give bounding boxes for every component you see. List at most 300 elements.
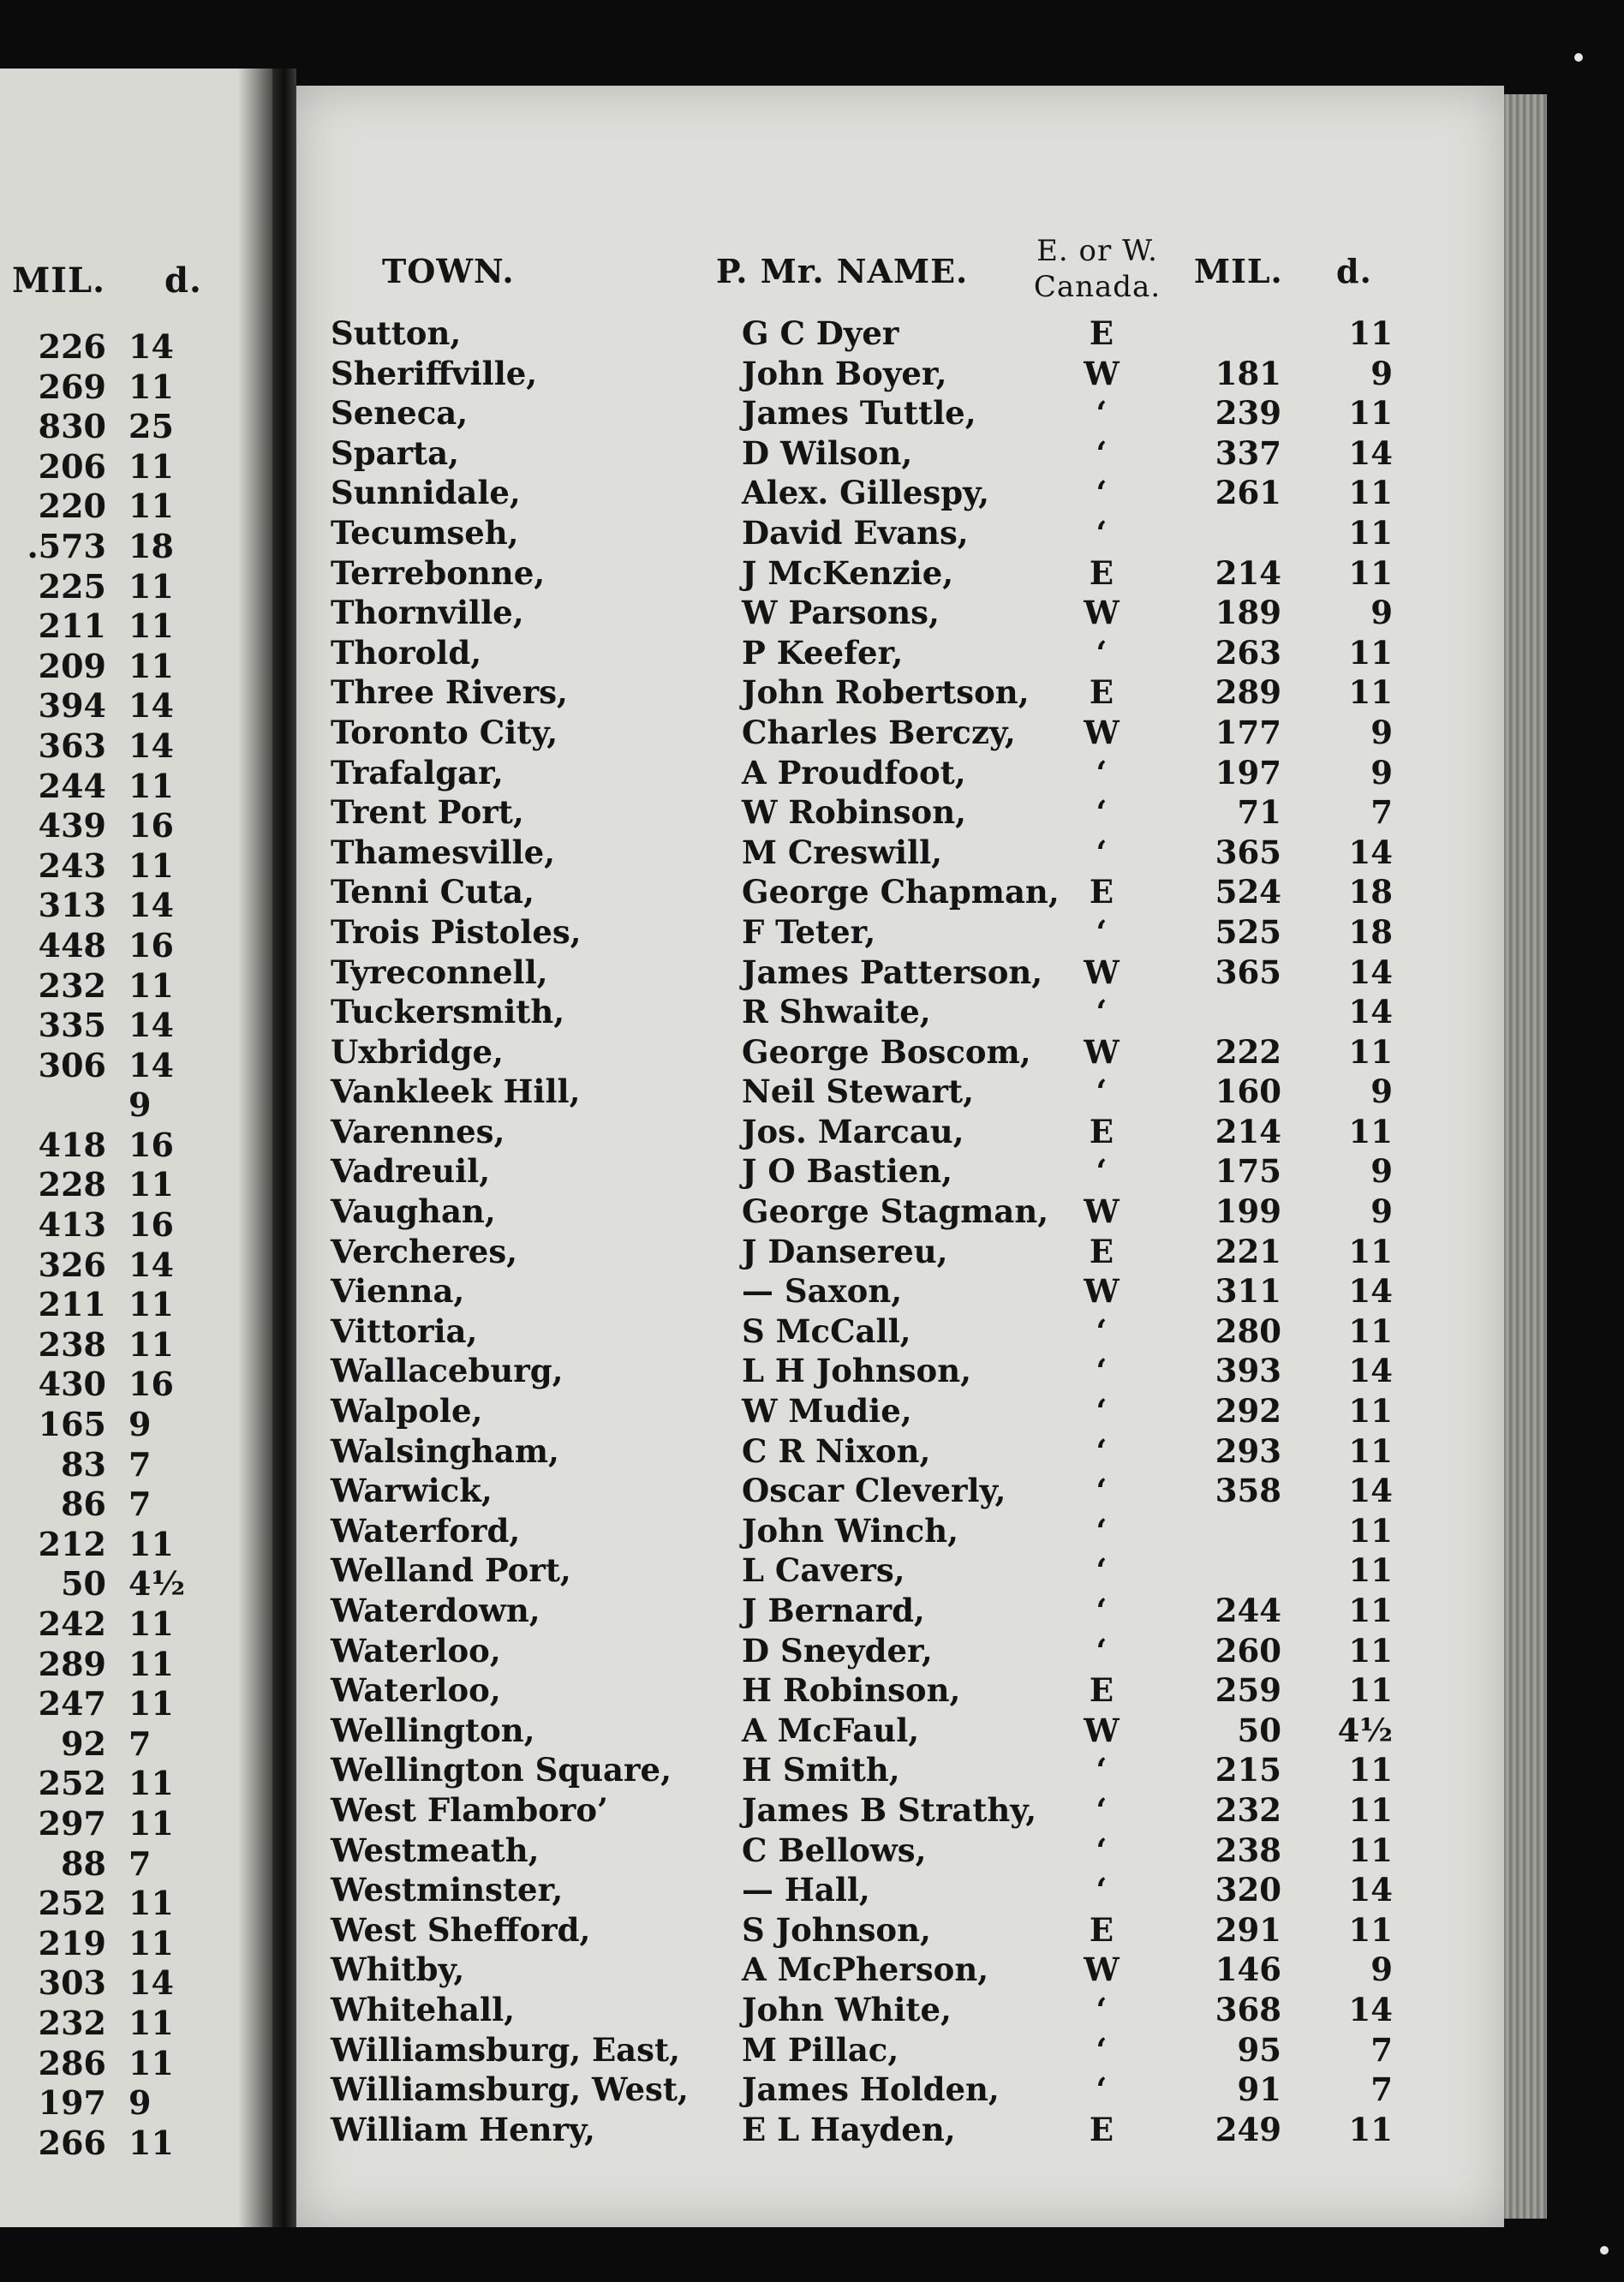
left-d-cell: 11 bbox=[128, 1644, 174, 1683]
left-mil-cell: 212 bbox=[38, 1524, 106, 1563]
town-cell: Tyreconnell, bbox=[331, 953, 548, 991]
postmaster-cell: G C Dyer bbox=[742, 314, 899, 352]
postmaster-cell: George Chapman, bbox=[742, 873, 1060, 911]
left-d-cell: 25 bbox=[128, 407, 174, 446]
province-cell: E bbox=[1089, 1232, 1114, 1270]
town-cell: Tenni Cuta, bbox=[331, 873, 534, 911]
postmaster-cell: — Hall, bbox=[742, 1871, 870, 1909]
table-row bbox=[296, 1471, 1504, 1511]
town-cell: Waterdown, bbox=[331, 1592, 540, 1629]
miles-cell: 232 bbox=[1215, 1790, 1281, 1829]
province-cell: ‘ bbox=[1096, 2070, 1108, 2109]
postmaster-cell: George Boscom, bbox=[742, 1032, 1031, 1071]
table-row bbox=[296, 1870, 1504, 1910]
left-d-cell: 11 bbox=[128, 2123, 174, 2162]
postage-cell: 11 bbox=[1348, 1671, 1393, 1710]
table-row bbox=[296, 1351, 1504, 1391]
postmaster-cell: James Tuttle, bbox=[742, 394, 976, 433]
left-mil-cell: 244 bbox=[38, 766, 106, 805]
postmaster-cell: James Patterson, bbox=[742, 953, 1043, 991]
province-cell: E bbox=[1089, 2110, 1114, 2148]
town-cell: Waterloo, bbox=[331, 1671, 501, 1710]
left-mil-cell: 243 bbox=[38, 845, 106, 885]
province-cell: ‘ bbox=[1096, 1352, 1108, 1390]
town-cell: West Flamboro’ bbox=[331, 1790, 608, 1829]
province-header bbox=[1024, 233, 1170, 305]
postage-cell: 11 bbox=[1348, 1831, 1393, 1869]
table-row bbox=[296, 354, 1504, 394]
table-row bbox=[296, 1750, 1504, 1790]
town-cell: Tecumseh, bbox=[331, 513, 519, 552]
left-mil-cell: 413 bbox=[38, 1205, 106, 1245]
left-mil-cell: 165 bbox=[38, 1405, 106, 1444]
postmaster-cell: John White, bbox=[742, 1990, 952, 2028]
left-d-cell: 16 bbox=[128, 1125, 174, 1164]
province-cell: ‘ bbox=[1096, 1311, 1108, 1350]
miles-cell: 368 bbox=[1215, 1990, 1281, 2028]
province-cell: ‘ bbox=[1096, 1152, 1108, 1191]
table-row bbox=[296, 2070, 1504, 2110]
left-d-cell: 11 bbox=[128, 566, 174, 606]
postage-cell: 11 bbox=[1348, 2110, 1393, 2148]
left-d-header: d. bbox=[164, 260, 202, 301]
table-row bbox=[296, 433, 1504, 474]
miles-cell: 311 bbox=[1215, 1272, 1281, 1311]
province-cell: ‘ bbox=[1096, 912, 1108, 951]
town-cell: Vadreuil, bbox=[331, 1152, 491, 1191]
postage-cell: 11 bbox=[1348, 1751, 1393, 1789]
left-d-cell: 11 bbox=[128, 1884, 174, 1923]
province-cell: ‘ bbox=[1096, 1990, 1108, 2028]
province-cell: E bbox=[1089, 1671, 1114, 1710]
province-cell: W bbox=[1084, 594, 1119, 632]
town-cell: Vienna, bbox=[331, 1272, 465, 1311]
town-cell: Williamsburg, East, bbox=[331, 2030, 680, 2069]
postage-cell: 11 bbox=[1348, 1032, 1393, 1071]
town-cell: Vaughan, bbox=[331, 1192, 496, 1231]
left-d-cell: 16 bbox=[128, 1205, 174, 1245]
left-mil-cell: 448 bbox=[38, 925, 106, 965]
postmaster-cell: James B Strathy, bbox=[742, 1790, 1037, 1829]
town-cell: Terrebonne, bbox=[331, 553, 546, 592]
postmaster-cell: Oscar Cleverly, bbox=[742, 1472, 1006, 1510]
table-row bbox=[296, 992, 1504, 1032]
town-cell: Vercheres, bbox=[331, 1232, 518, 1270]
postmaster-cell: John Boyer, bbox=[742, 354, 947, 392]
town-cell: Vankleek Hill, bbox=[331, 1072, 581, 1111]
postmaster-cell: H Robinson, bbox=[742, 1671, 961, 1710]
table-row bbox=[296, 1631, 1504, 1671]
left-mil-cell: 228 bbox=[38, 1165, 106, 1204]
postmaster-cell: W Mudie, bbox=[742, 1392, 912, 1431]
postage-cell: 11 bbox=[1348, 1232, 1393, 1270]
miles-cell: 365 bbox=[1215, 833, 1281, 871]
town-cell: Westminster, bbox=[331, 1871, 564, 1909]
left-mil-cell: 394 bbox=[38, 686, 106, 726]
table-row bbox=[296, 513, 1504, 553]
province-cell: ‘ bbox=[1096, 394, 1108, 433]
table-row bbox=[296, 672, 1504, 713]
left-d-cell: 16 bbox=[128, 925, 174, 965]
postage-cell: 11 bbox=[1348, 1112, 1393, 1150]
left-mil-cell: 439 bbox=[38, 806, 106, 845]
province-cell: ‘ bbox=[1096, 1472, 1108, 1510]
miles-cell: 215 bbox=[1215, 1751, 1281, 1789]
town-cell: Williamsburg, West, bbox=[331, 2070, 689, 2109]
town-cell: Whitby, bbox=[331, 1950, 465, 1989]
town-cell: Wellington Square, bbox=[331, 1751, 672, 1789]
province-cell: ‘ bbox=[1096, 793, 1108, 832]
town-cell: West Shefford, bbox=[331, 1910, 591, 1949]
province-cell: ‘ bbox=[1096, 513, 1108, 552]
table-row bbox=[296, 833, 1504, 873]
postage-header: d. bbox=[1336, 252, 1372, 290]
province-cell: W bbox=[1084, 1711, 1119, 1749]
miles-cell: 337 bbox=[1215, 433, 1281, 472]
province-cell: E bbox=[1089, 673, 1114, 712]
left-mil-cell: 83 bbox=[61, 1444, 106, 1484]
postage-cell: 11 bbox=[1348, 1431, 1393, 1470]
postmaster-cell: C Bellows, bbox=[742, 1831, 927, 1869]
table-row bbox=[296, 2030, 1504, 2070]
left-d-cell: 11 bbox=[128, 1803, 174, 1843]
province-cell: E bbox=[1089, 553, 1114, 592]
postmaster-cell: J Dansereu, bbox=[742, 1232, 948, 1270]
postmaster-cell: H Smith, bbox=[742, 1751, 900, 1789]
left-mil-cell: 286 bbox=[38, 2043, 106, 2082]
left-d-cell: 11 bbox=[128, 2003, 174, 2042]
province-cell: ‘ bbox=[1096, 833, 1108, 871]
left-mil-cell: 220 bbox=[38, 487, 106, 526]
province-cell: W bbox=[1084, 1032, 1119, 1071]
province-cell: W bbox=[1084, 1272, 1119, 1311]
left-d-cell: 11 bbox=[128, 965, 174, 1005]
postage-cell: 7 bbox=[1370, 2030, 1393, 2069]
left-d-cell: 16 bbox=[128, 1365, 174, 1404]
postage-cell: 18 bbox=[1348, 912, 1393, 951]
left-d-cell: 11 bbox=[128, 367, 174, 406]
postage-cell: 14 bbox=[1348, 1472, 1393, 1510]
table-row bbox=[296, 1511, 1504, 1551]
postmaster-cell: A McFaul, bbox=[742, 1711, 920, 1749]
left-mil-cell: 335 bbox=[38, 1006, 106, 1045]
miles-cell: 259 bbox=[1215, 1671, 1281, 1710]
left-d-cell: 7 bbox=[128, 1843, 152, 1883]
postage-cell: 14 bbox=[1348, 433, 1393, 472]
table-row bbox=[296, 1192, 1504, 1232]
town-cell: Warwick, bbox=[331, 1472, 493, 1510]
table-row bbox=[296, 1831, 1504, 1871]
left-d-cell: 14 bbox=[128, 1963, 174, 2003]
province-cell: ‘ bbox=[1096, 1431, 1108, 1470]
miles-cell: 175 bbox=[1215, 1152, 1281, 1191]
left-mil-cell: 225 bbox=[38, 566, 106, 606]
postage-cell: 9 bbox=[1370, 1072, 1393, 1111]
town-cell: Thornville, bbox=[331, 594, 524, 632]
left-mil-cell: 269 bbox=[38, 367, 106, 406]
postage-cell: 11 bbox=[1348, 1511, 1393, 1550]
province-cell: ‘ bbox=[1096, 1871, 1108, 1909]
town-cell: Thamesville, bbox=[331, 833, 556, 871]
province-header-line1: E. or W. bbox=[1036, 234, 1158, 268]
province-cell: E bbox=[1089, 873, 1114, 911]
miles-cell: 160 bbox=[1215, 1072, 1281, 1111]
town-cell: Tuckersmith, bbox=[331, 993, 565, 1031]
left-mil-cell bbox=[7, 1085, 106, 1126]
town-cell: Uxbridge, bbox=[331, 1032, 504, 1071]
postmaster-cell: D Sneyder, bbox=[742, 1631, 933, 1670]
left-d-column bbox=[128, 327, 206, 2163]
postmaster-cell: P Keefer, bbox=[742, 633, 904, 672]
province-cell: ‘ bbox=[1096, 1751, 1108, 1789]
table-row bbox=[296, 872, 1504, 912]
postage-cell: 11 bbox=[1348, 394, 1393, 433]
town-cell: William Henry, bbox=[331, 2110, 595, 2148]
postage-cell: 9 bbox=[1370, 594, 1393, 632]
town-header: TOWN. bbox=[382, 252, 515, 290]
left-mil-column bbox=[7, 327, 106, 2163]
miles-cell: 197 bbox=[1215, 753, 1281, 792]
postmaster-name-header: P. Mr. NAME. bbox=[716, 252, 969, 290]
table-row bbox=[296, 1311, 1504, 1352]
miles-cell: 146 bbox=[1215, 1950, 1281, 1989]
province-cell: ‘ bbox=[1096, 633, 1108, 672]
province-cell: ‘ bbox=[1096, 433, 1108, 472]
table-row bbox=[296, 314, 1504, 354]
postage-cell: 9 bbox=[1370, 1192, 1393, 1231]
postage-cell: 14 bbox=[1348, 1352, 1393, 1390]
left-mil-cell: 242 bbox=[38, 1604, 106, 1643]
book-gutter bbox=[272, 69, 296, 2227]
postmaster-cell: John Winch, bbox=[742, 1511, 959, 1550]
town-cell: Three Rivers, bbox=[331, 673, 568, 712]
province-cell: ‘ bbox=[1096, 474, 1108, 512]
town-cell: Waterloo, bbox=[331, 1631, 501, 1670]
miles-cell: 293 bbox=[1215, 1431, 1281, 1470]
postmaster-cell: E L Hayden, bbox=[742, 2110, 956, 2148]
table-row bbox=[296, 1232, 1504, 1272]
postmaster-cell: James Holden, bbox=[742, 2070, 1000, 2109]
page bbox=[296, 86, 1504, 2227]
postage-cell: 14 bbox=[1348, 1990, 1393, 2028]
postage-cell: 11 bbox=[1348, 1592, 1393, 1629]
town-cell: Sunnidale, bbox=[331, 474, 521, 512]
province-cell: ‘ bbox=[1096, 1511, 1108, 1550]
miles-cell: 260 bbox=[1215, 1631, 1281, 1670]
left-d-cell: 9 bbox=[128, 2083, 152, 2123]
province-header-line2: Canada. bbox=[1033, 270, 1161, 304]
table-row bbox=[296, 1591, 1504, 1631]
table-row bbox=[296, 953, 1504, 993]
miles-cell: 91 bbox=[1237, 2070, 1281, 2109]
postmaster-cell: M Pillac, bbox=[742, 2030, 899, 2069]
postmaster-cell: Jos. Marcau, bbox=[742, 1112, 964, 1150]
left-d-cell: 14 bbox=[128, 726, 174, 765]
miles-cell: 524 bbox=[1215, 873, 1281, 911]
miles-cell: 95 bbox=[1237, 2030, 1281, 2069]
table-row bbox=[296, 1151, 1504, 1192]
postage-cell: 11 bbox=[1348, 474, 1393, 512]
town-cell: Whitehall, bbox=[331, 1990, 516, 2028]
left-d-cell: 4½ bbox=[128, 1564, 186, 1604]
left-d-cell: 9 bbox=[128, 1405, 152, 1444]
postage-cell: 14 bbox=[1348, 953, 1393, 991]
left-mil-cell: 219 bbox=[38, 1923, 106, 1962]
town-cell: Sparta, bbox=[331, 433, 460, 472]
town-cell: Waterford, bbox=[331, 1511, 521, 1550]
province-cell: E bbox=[1089, 1112, 1114, 1150]
postmaster-cell: L Cavers, bbox=[742, 1551, 905, 1590]
miles-cell: 292 bbox=[1215, 1392, 1281, 1431]
postage-cell: 7 bbox=[1370, 2070, 1393, 2109]
left-d-cell: 11 bbox=[128, 487, 174, 526]
town-cell: Vittoria, bbox=[331, 1311, 478, 1350]
postage-cell: 9 bbox=[1370, 713, 1393, 751]
miles-cell: 263 bbox=[1215, 633, 1281, 672]
postage-cell: 11 bbox=[1348, 1790, 1393, 1829]
miles-cell: 238 bbox=[1215, 1831, 1281, 1869]
left-d-cell: 11 bbox=[128, 646, 174, 685]
left-mil-cell: 209 bbox=[38, 646, 106, 685]
miles-cell: 221 bbox=[1215, 1232, 1281, 1270]
left-mil-cell: 289 bbox=[38, 1644, 106, 1683]
left-mil-cell: 211 bbox=[38, 1285, 106, 1324]
left-mil-cell: 303 bbox=[38, 1963, 106, 2003]
left-d-cell: 11 bbox=[128, 1285, 174, 1324]
miles-cell: 189 bbox=[1215, 594, 1281, 632]
dust-speck bbox=[1574, 53, 1583, 62]
town-cell: Trafalgar, bbox=[331, 753, 504, 792]
town-cell: Seneca, bbox=[331, 394, 469, 433]
postmaster-cell: J O Bastien, bbox=[742, 1152, 953, 1191]
postage-cell: 11 bbox=[1348, 553, 1393, 592]
postage-cell: 14 bbox=[1348, 1272, 1393, 1311]
town-cell: Wellington, bbox=[331, 1711, 535, 1749]
table-row bbox=[296, 633, 1504, 673]
left-d-cell: 11 bbox=[128, 446, 174, 486]
table-row bbox=[296, 1431, 1504, 1472]
table-row bbox=[296, 1112, 1504, 1152]
left-mil-cell: 297 bbox=[38, 1803, 106, 1843]
miles-cell: 249 bbox=[1215, 2110, 1281, 2148]
postmaster-cell: D Wilson, bbox=[742, 433, 913, 472]
table-row bbox=[296, 593, 1504, 633]
town-cell: Walpole, bbox=[331, 1392, 483, 1431]
table-row bbox=[296, 1910, 1504, 1950]
province-cell: ‘ bbox=[1096, 2030, 1108, 2069]
miles-cell: 177 bbox=[1215, 713, 1281, 751]
left-mil-cell: 247 bbox=[38, 1684, 106, 1723]
postage-cell: 11 bbox=[1348, 314, 1393, 352]
province-cell: E bbox=[1089, 314, 1114, 352]
post-office-table bbox=[296, 314, 1504, 2149]
left-d-cell: 14 bbox=[128, 686, 174, 726]
table-row bbox=[296, 1711, 1504, 1751]
left-mil-cell: 232 bbox=[38, 2003, 106, 2042]
left-mil-cell: 326 bbox=[38, 1245, 106, 1284]
left-d-cell: 16 bbox=[128, 806, 174, 845]
left-d-cell: 11 bbox=[128, 1524, 174, 1563]
postage-cell: 14 bbox=[1348, 993, 1393, 1031]
miles-cell: 50 bbox=[1237, 1711, 1281, 1749]
postage-cell: 11 bbox=[1348, 1551, 1393, 1590]
miles-cell: 71 bbox=[1237, 793, 1281, 832]
town-cell: Sheriffville, bbox=[331, 354, 538, 392]
left-d-cell: 11 bbox=[128, 845, 174, 885]
table-row bbox=[296, 1550, 1504, 1591]
province-cell: E bbox=[1089, 1910, 1114, 1949]
table-row bbox=[296, 753, 1504, 793]
left-mil-cell: 206 bbox=[38, 446, 106, 486]
left-mil-cell: 830 bbox=[38, 407, 106, 446]
postage-cell: 9 bbox=[1370, 753, 1393, 792]
postage-cell: 4½ bbox=[1337, 1711, 1393, 1749]
miles-cell: 291 bbox=[1215, 1910, 1281, 1949]
postage-cell: 11 bbox=[1348, 1311, 1393, 1350]
miles-cell: 214 bbox=[1215, 553, 1281, 592]
page-bleed-shadow bbox=[238, 69, 272, 2227]
miles-cell: 261 bbox=[1215, 474, 1281, 512]
postmaster-cell: A Proudfoot, bbox=[742, 753, 966, 792]
miles-cell: 222 bbox=[1215, 1032, 1281, 1071]
postmaster-cell: M Creswill, bbox=[742, 833, 943, 871]
miles-cell: 181 bbox=[1215, 354, 1281, 392]
left-d-cell: 11 bbox=[128, 1604, 174, 1643]
left-mil-cell: 430 bbox=[38, 1365, 106, 1404]
province-cell: W bbox=[1084, 354, 1119, 392]
miles-cell: 358 bbox=[1215, 1472, 1281, 1510]
postmaster-cell: Alex. Gillespy, bbox=[742, 474, 989, 512]
province-cell: ‘ bbox=[1096, 1551, 1108, 1590]
left-d-cell: 14 bbox=[128, 1006, 174, 1045]
postage-cell: 11 bbox=[1348, 513, 1393, 552]
left-mil-cell: 226 bbox=[38, 327, 106, 366]
left-d-cell: 11 bbox=[128, 1324, 174, 1364]
postmaster-cell: Charles Berczy, bbox=[742, 713, 1016, 751]
table-row bbox=[296, 1032, 1504, 1072]
postage-cell: 14 bbox=[1348, 1871, 1393, 1909]
left-d-cell: 9 bbox=[128, 1085, 152, 1125]
province-cell: W bbox=[1084, 1192, 1119, 1231]
postage-cell: 14 bbox=[1348, 833, 1393, 871]
postmaster-cell: S McCall, bbox=[742, 1311, 911, 1350]
left-mil-cell: 313 bbox=[38, 886, 106, 925]
table-row bbox=[296, 393, 1504, 433]
postmaster-cell: R Shwaite, bbox=[742, 993, 931, 1031]
left-d-cell: 11 bbox=[128, 1764, 174, 1803]
town-cell: Sutton, bbox=[331, 314, 462, 352]
left-mil-cell: 252 bbox=[38, 1884, 106, 1923]
postage-cell: 9 bbox=[1370, 354, 1393, 392]
table-row bbox=[296, 473, 1504, 513]
table-row bbox=[296, 912, 1504, 953]
miles-cell: 320 bbox=[1215, 1871, 1281, 1909]
postage-cell: 9 bbox=[1370, 1950, 1393, 1989]
postmaster-cell: S Johnson, bbox=[742, 1910, 931, 1949]
left-mil-cell: 211 bbox=[38, 606, 106, 646]
province-cell: ‘ bbox=[1096, 1831, 1108, 1869]
table-row bbox=[296, 713, 1504, 753]
table-row bbox=[296, 1072, 1504, 1112]
left-d-cell: 14 bbox=[128, 327, 174, 366]
left-d-cell: 11 bbox=[128, 1923, 174, 1962]
table-row bbox=[296, 1391, 1504, 1431]
province-cell: W bbox=[1084, 713, 1119, 751]
left-d-cell: 7 bbox=[128, 1723, 152, 1763]
table-row bbox=[296, 2110, 1504, 2150]
miles-cell: 244 bbox=[1215, 1592, 1281, 1629]
postmaster-cell: C R Nixon, bbox=[742, 1431, 931, 1470]
